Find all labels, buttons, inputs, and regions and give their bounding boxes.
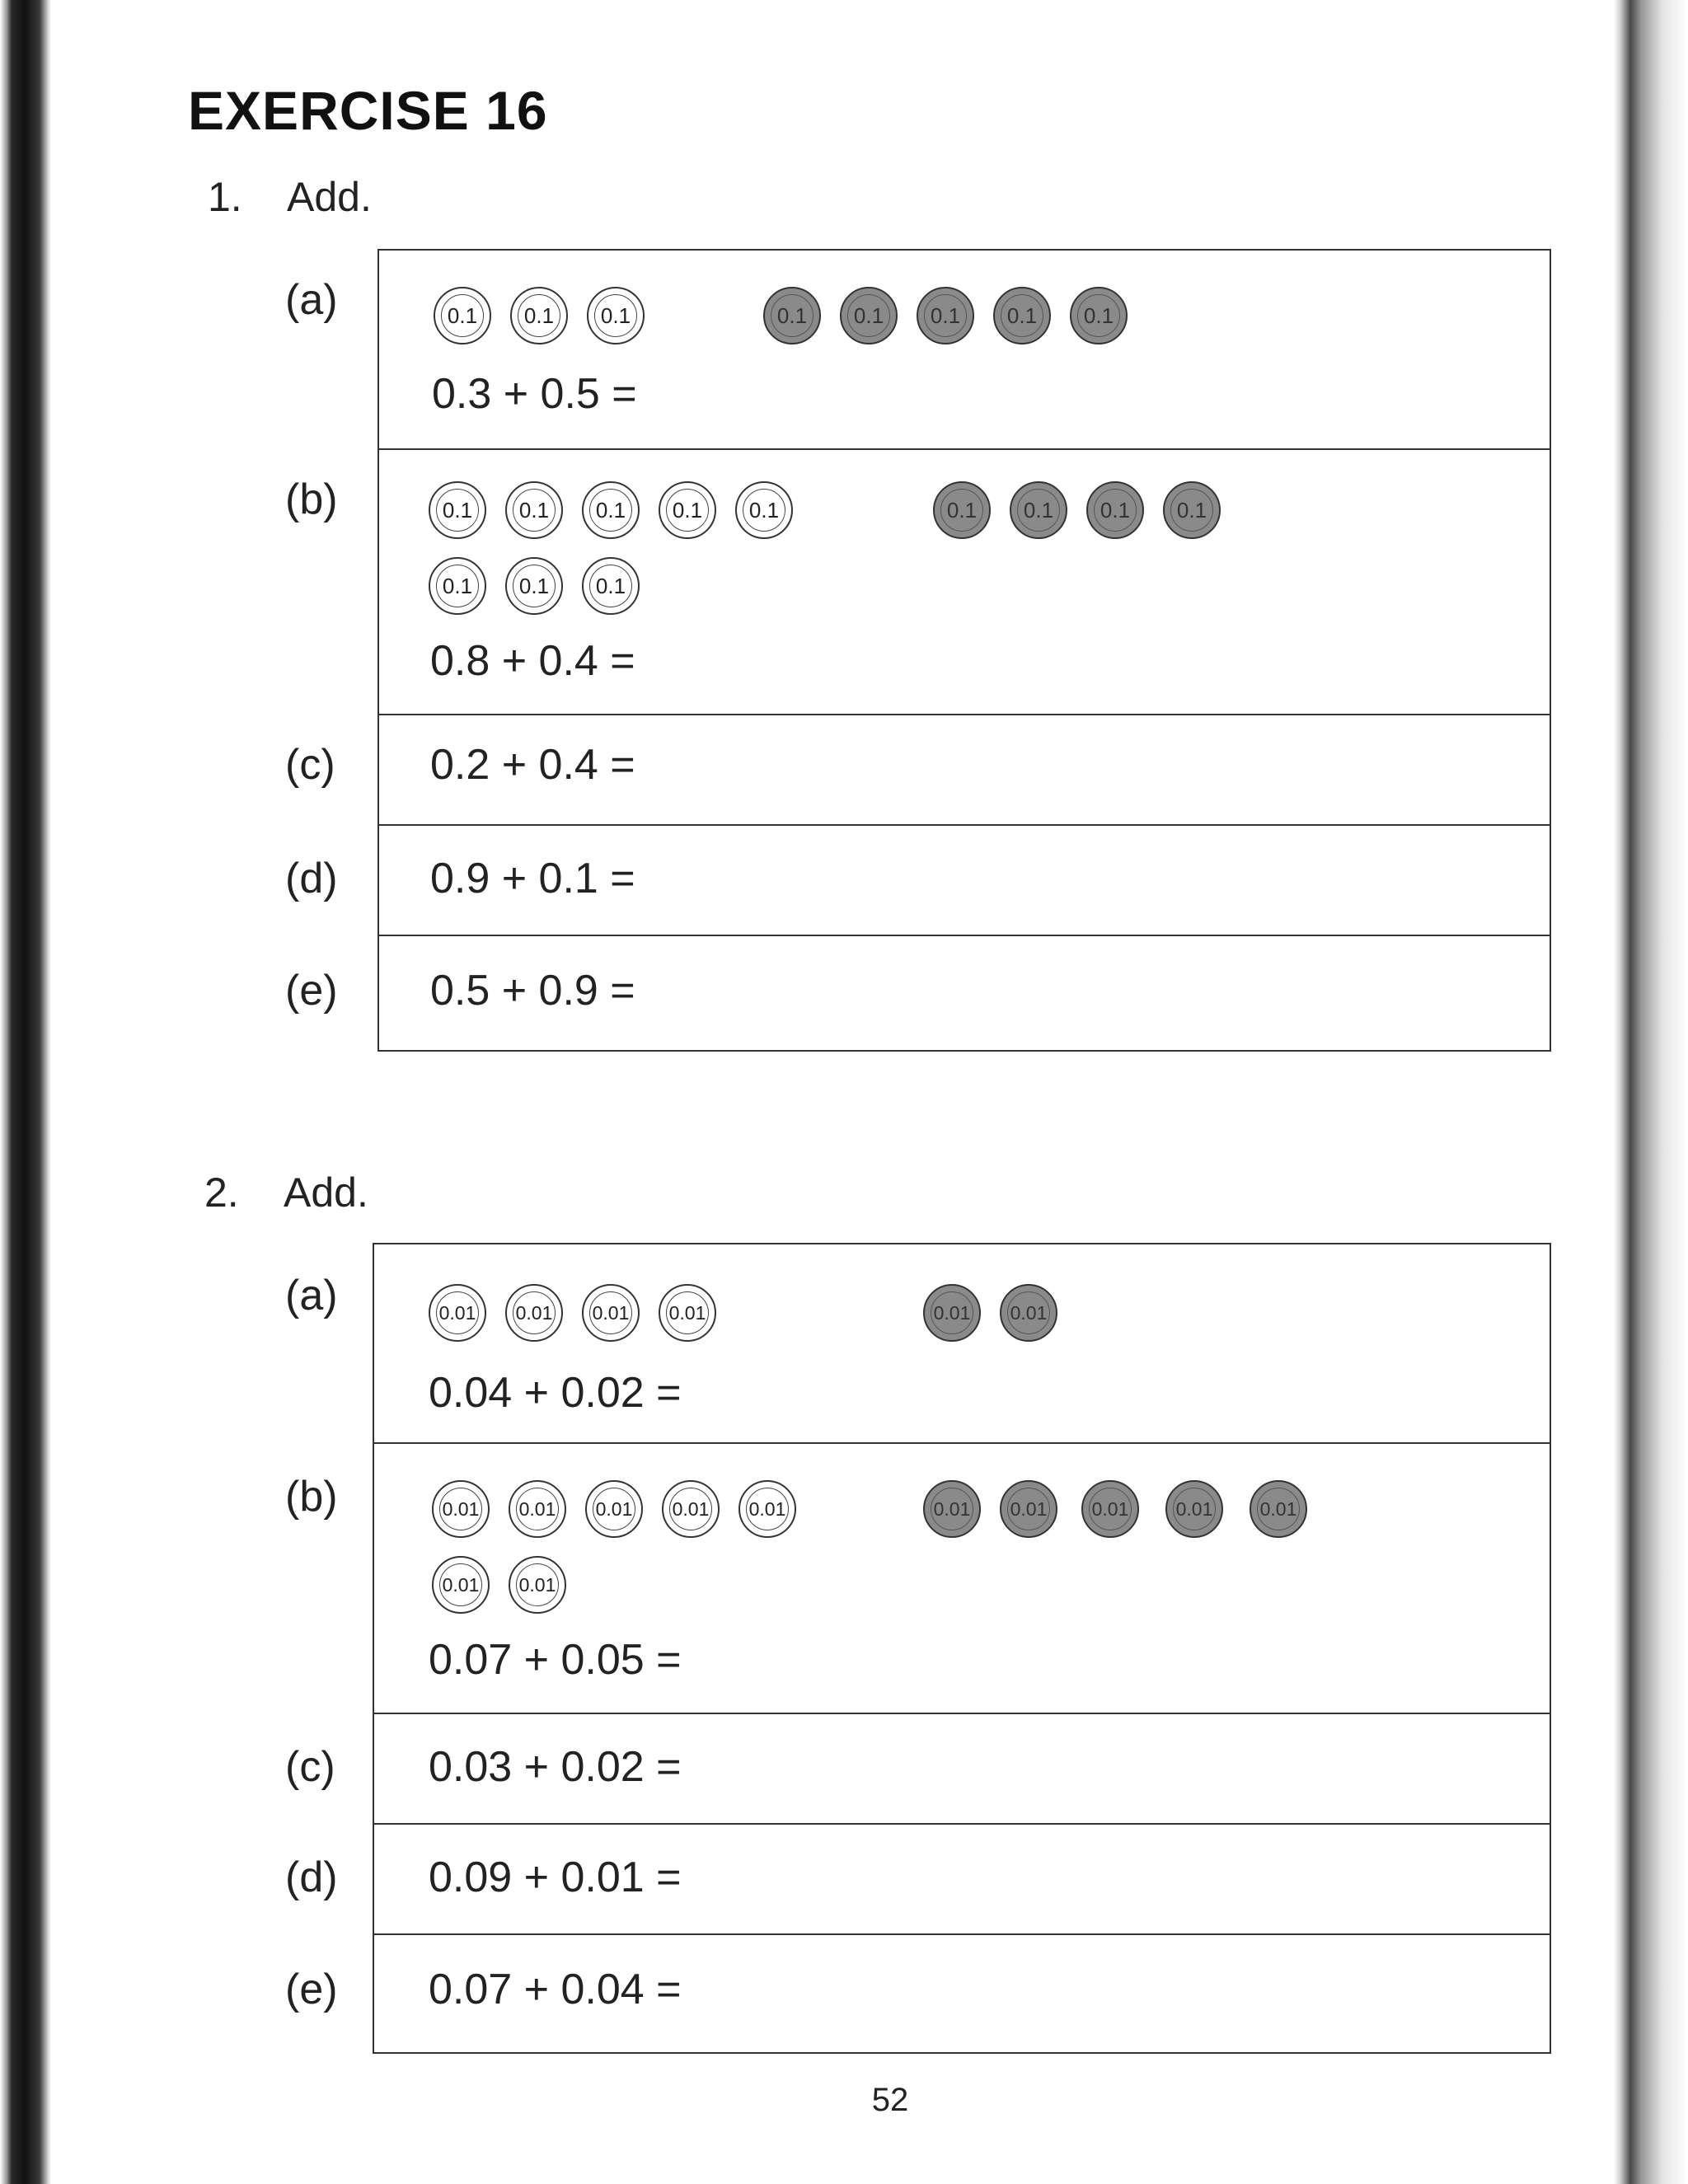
part-label: (c) bbox=[285, 741, 335, 789]
hundredth-disc: 0.01 bbox=[432, 1480, 490, 1538]
equation: 0.2 + 0.4 = bbox=[430, 741, 635, 789]
part-label: (e) bbox=[285, 967, 338, 1015]
equation: 0.07 + 0.05 = bbox=[429, 1636, 682, 1684]
part-label: (a) bbox=[285, 276, 338, 324]
problem-row bbox=[285, 1713, 1550, 1823]
question-1-table bbox=[285, 249, 1551, 1052]
page-number: 52 bbox=[871, 2082, 909, 2118]
problem-row bbox=[285, 1933, 1550, 2052]
equation: 0.8 + 0.4 = bbox=[430, 637, 635, 685]
tenth-disc-shaded: 0.1 bbox=[1086, 481, 1144, 539]
hundredth-disc: 0.01 bbox=[662, 1480, 720, 1538]
tenth-disc: 0.1 bbox=[587, 287, 645, 344]
tenth-disc: 0.1 bbox=[582, 557, 640, 615]
problem-row bbox=[285, 714, 1550, 824]
part-label: (b) bbox=[285, 476, 338, 523]
part-label: (d) bbox=[285, 855, 338, 902]
hundredth-disc-shaded: 0.01 bbox=[1165, 1480, 1223, 1538]
part-label: (d) bbox=[285, 1854, 338, 1901]
tenth-disc: 0.1 bbox=[659, 481, 716, 539]
problem-row bbox=[285, 824, 1550, 935]
equation: 0.04 + 0.02 = bbox=[429, 1369, 682, 1417]
equation: 0.9 + 0.1 = bbox=[430, 855, 635, 902]
hundredth-disc: 0.01 bbox=[509, 1480, 566, 1538]
equation: 0.07 + 0.04 = bbox=[429, 1966, 682, 2013]
tenth-disc: 0.1 bbox=[510, 287, 568, 344]
hundredth-disc: 0.01 bbox=[585, 1480, 643, 1538]
hundredth-disc-shaded: 0.01 bbox=[1081, 1480, 1139, 1538]
hundredth-disc-shaded: 0.01 bbox=[1000, 1480, 1057, 1538]
part-label: (b) bbox=[285, 1473, 338, 1521]
tenth-disc-shaded: 0.1 bbox=[1070, 287, 1128, 344]
tenth-disc: 0.1 bbox=[735, 481, 793, 539]
tenth-disc: 0.1 bbox=[582, 481, 640, 539]
hundredth-disc: 0.01 bbox=[509, 1556, 566, 1614]
problem-row bbox=[285, 251, 1550, 448]
tenth-disc-shaded: 0.1 bbox=[840, 287, 898, 344]
tenth-disc-shaded: 0.1 bbox=[1163, 481, 1221, 539]
question-number: 1. bbox=[208, 174, 242, 220]
tenth-disc: 0.1 bbox=[429, 481, 486, 539]
problem-row bbox=[285, 1442, 1550, 1713]
hundredth-disc-shaded: 0.01 bbox=[923, 1284, 981, 1342]
equation: 0.09 + 0.01 = bbox=[429, 1854, 682, 1901]
part-label: (e) bbox=[285, 1966, 338, 2013]
book-spine-right bbox=[1614, 0, 1688, 2184]
tenth-disc: 0.1 bbox=[505, 481, 563, 539]
hundredth-disc: 0.01 bbox=[659, 1284, 716, 1342]
problem-row bbox=[285, 448, 1550, 714]
hundredth-disc: 0.01 bbox=[505, 1284, 563, 1342]
equation: 0.5 + 0.9 = bbox=[430, 967, 635, 1015]
exercise-title: EXERCISE 16 bbox=[188, 80, 548, 141]
part-label: (c) bbox=[285, 1743, 335, 1791]
hundredth-disc-shaded: 0.01 bbox=[1000, 1284, 1057, 1342]
tenth-disc-shaded: 0.1 bbox=[917, 287, 974, 344]
hundredth-disc: 0.01 bbox=[582, 1284, 640, 1342]
tenth-disc: 0.1 bbox=[434, 287, 491, 344]
hundredth-disc: 0.01 bbox=[432, 1556, 490, 1614]
tenth-disc: 0.1 bbox=[429, 557, 486, 615]
book-spine-left bbox=[0, 0, 51, 2184]
tenth-disc: 0.1 bbox=[505, 557, 563, 615]
tenth-disc-shaded: 0.1 bbox=[933, 481, 991, 539]
hundredth-disc-shaded: 0.01 bbox=[923, 1480, 981, 1538]
question-2-table bbox=[285, 1243, 1551, 2054]
tenth-disc-shaded: 0.1 bbox=[1010, 481, 1067, 539]
tenth-disc-shaded: 0.1 bbox=[993, 287, 1051, 344]
problem-row bbox=[285, 1823, 1550, 1933]
part-label: (a) bbox=[285, 1272, 338, 1319]
question-instruction: Add. bbox=[287, 174, 372, 220]
question-number: 2. bbox=[204, 1169, 239, 1216]
tenth-disc-shaded: 0.1 bbox=[763, 287, 821, 344]
hundredth-disc: 0.01 bbox=[429, 1284, 486, 1342]
hundredth-disc-shaded: 0.01 bbox=[1250, 1480, 1307, 1538]
hundredth-disc: 0.01 bbox=[738, 1480, 796, 1538]
equation: 0.3 + 0.5 = bbox=[432, 370, 637, 418]
equation: 0.03 + 0.02 = bbox=[429, 1743, 682, 1791]
problem-row bbox=[285, 1244, 1550, 1442]
problem-row bbox=[285, 935, 1550, 1050]
question-instruction: Add. bbox=[284, 1169, 368, 1216]
